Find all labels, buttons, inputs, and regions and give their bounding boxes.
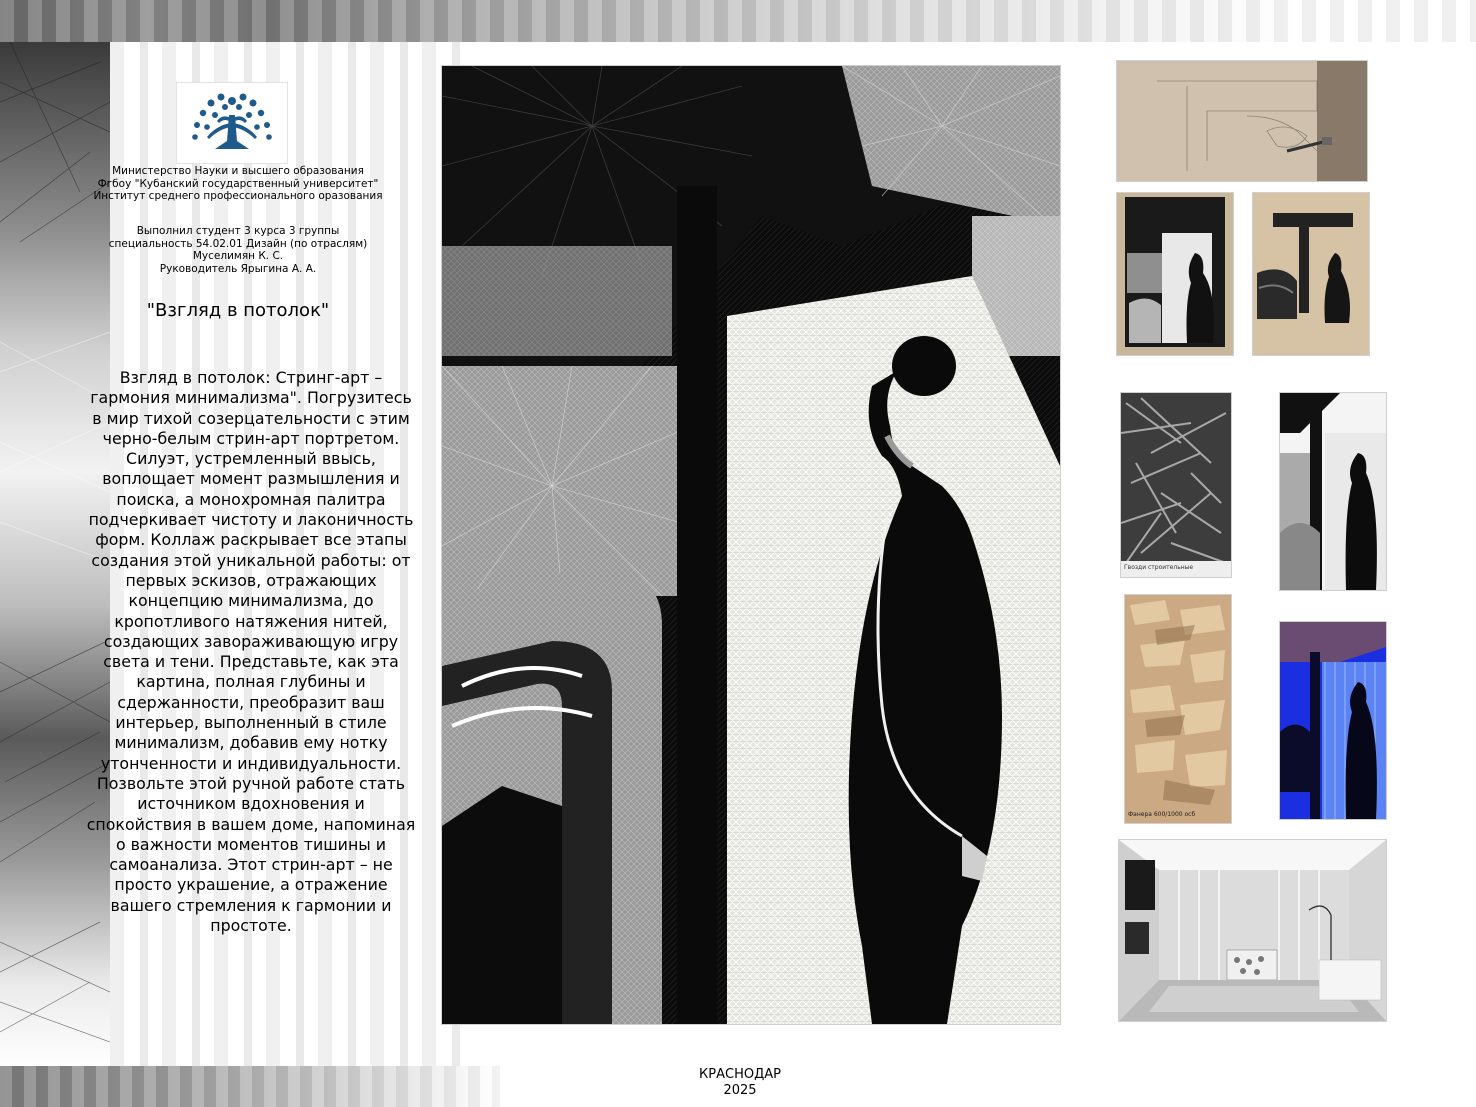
thumb-sketch-on-board	[1116, 60, 1368, 182]
university-logo	[176, 82, 288, 164]
plywood-caption: Фанера 600/1000 осб	[1128, 811, 1196, 818]
thumb-progress-2	[1252, 192, 1370, 356]
student-course-text: Выполнил студент 3 курса 3 группы	[136, 225, 340, 237]
tree-logo-icon	[177, 83, 287, 163]
supervisor-text: Руководитель Ярыгина А. А.	[159, 262, 317, 275]
thumb-digital-sketch-blue	[1279, 621, 1387, 820]
work-description: Взгляд в потолок: Стринг-арт – гармония минимализма". Погрузитесь в мир тихой созерцательности с этим черно-белым стрин-арт портретом. Силуэт, устремленный ввысь, воплощает момент размышления и поиска, а монохромная палитра подчеркивает чистоту и лаконичность форм. Коллаж раскрывает все этапы создания этой уникальной работы: от первых эскизов, отражающих концепцию минимализма, до кропотливого натяжения нитей, создающих завораживающую игру света и тени. Представьте, как эта картина, полная глубины и сдержанности, преобразит ваш интерьер, выполненный в стиле минимализм, добавив ему нотку утонченности и индивидуальности. Позвольте этой ручной работе стать источником вдохновения и спокойствия в вашем доме, напоминая о важности моментов тишины и самоанализа. Этот стрин-арт – не просто украшение, а отражение вашего стремления к гармонии и простоте.	[86, 368, 416, 936]
university-text: Фгбоу "Кубанский государственный университет"	[97, 177, 379, 190]
thumb-nails	[1120, 392, 1232, 578]
blue-sketch-graphic	[1280, 622, 1386, 819]
progress-2-graphic	[1253, 193, 1369, 355]
footer-location	[640, 1067, 840, 1099]
student-name: Муселимян К. С.	[192, 250, 284, 262]
thumb-digital-sketch-bw	[1279, 392, 1387, 591]
interior-render-graphic	[1119, 840, 1386, 1021]
sketch-board-graphic	[1117, 61, 1367, 181]
institution-header	[80, 165, 396, 203]
work-title: "Взгляд в потолок"	[146, 300, 330, 321]
specialty-text: специальность 54.02.01 Дизайн (по отраслям)	[108, 237, 368, 250]
year-text: 2025	[723, 1083, 757, 1098]
bw-sketch-graphic	[1280, 393, 1386, 590]
ministry-text: Министерство Науки и высшего образования	[112, 165, 364, 177]
progress-1-graphic	[1117, 193, 1233, 355]
nails-photo-graphic	[1121, 393, 1231, 577]
main-artwork-graphic	[442, 66, 1060, 1024]
thumb-interior-render	[1118, 839, 1387, 1022]
bottom-decor-band	[0, 1066, 500, 1107]
plywood-photo-graphic	[1125, 595, 1231, 823]
student-info	[80, 225, 396, 275]
main-string-art-image	[441, 65, 1061, 1025]
institute-text: Институт среднего профессионального оразования	[93, 190, 383, 202]
nails-caption: Гвозди строительные	[1124, 564, 1194, 571]
thumb-plywood	[1124, 594, 1232, 824]
thumb-progress-1	[1116, 192, 1234, 356]
city-text: КРАСНОДАР	[699, 1067, 781, 1082]
top-decor-band	[0, 0, 1476, 42]
